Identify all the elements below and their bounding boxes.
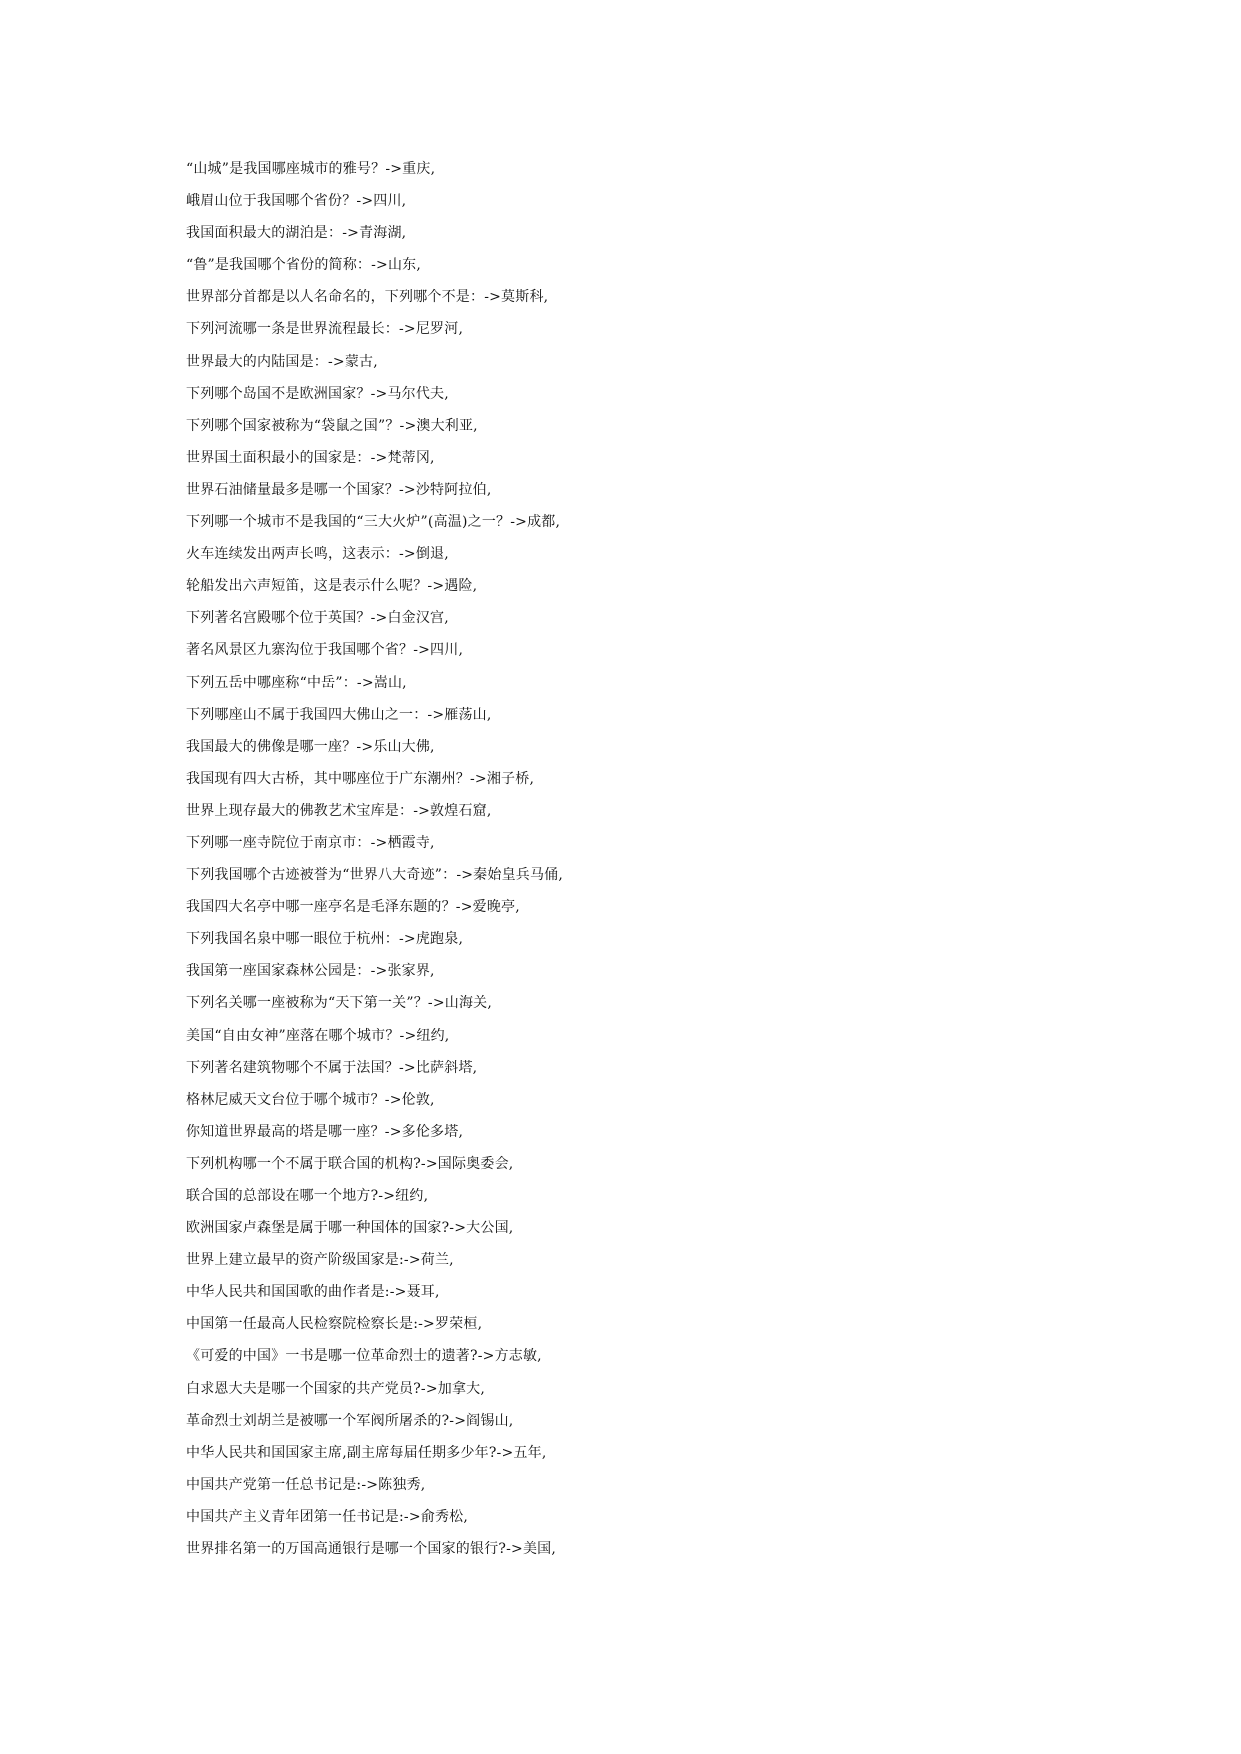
list-item: 峨眉山位于我国哪个省份？->四川, [186,193,407,210]
list-item: 下列哪座山不属于我国四大佛山之一：->雁荡山, [186,706,492,723]
list-item: 轮船发出六声短笛，这是表示什么呢？->遇险, [186,578,478,595]
list-item: 中国共产主义青年团第一任书记是:->俞秀松, [186,1508,469,1525]
list-item: “山城”是我国哪座城市的雅号？->重庆, [186,161,436,177]
list-item: 革命烈士刘胡兰是被哪一个军阀所屠杀的?->阎锡山, [186,1412,514,1429]
list-item: 世界石油储量最多是哪一个国家？->沙特阿拉伯, [186,481,492,498]
list-item: 欧洲国家卢森堡是属于哪一种国体的国家?->大公国, [186,1220,514,1237]
list-item: 中华人民共和国国家主席,副主席每届任期多少年?->五年, [186,1444,547,1461]
list-item: 下列哪个岛国不是欧洲国家？->马尔代夫, [186,385,449,402]
list-item: 下列河流哪一条是世界流程最长：->尼罗河, [186,321,464,338]
list-item: 下列机构哪一个不属于联合国的机构?->国际奥委会, [186,1155,514,1172]
list-item: 我国最大的佛像是哪一座？->乐山大佛, [186,738,435,755]
list-item: 美国“自由女神”座落在哪个城市？->纽约, [186,1027,450,1044]
list-item: 下列我国哪个古迹被誉为“世界八大奇迹”：->秦始皇兵马俑, [186,867,564,884]
list-item: 我国第一座国家森林公园是：->张家界, [186,963,435,980]
list-item: 你知道世界最高的塔是哪一座？->多伦多塔, [186,1123,464,1140]
list-item: “鲁”是我国哪个省份的简称：->山东, [186,257,422,274]
list-item: 中华人民共和国国歌的曲作者是:->聂耳, [186,1284,440,1301]
list-item: 中国共产党第一任总书记是:->陈独秀, [186,1476,426,1493]
list-item: 世界部分首都是以人名命名的，下列哪个不是：->莫斯科, [186,289,549,306]
list-item: 下列著名宫殿哪个位于英国？->白金汉宫, [186,610,449,627]
list-item: 下列著名建筑物哪个不属于法国？->比萨斜塔, [186,1059,478,1076]
list-item: 下列五岳中哪座称“中岳”：->嵩山, [186,674,407,691]
list-item: 我国面积最大的湖泊是：->青海湖, [186,225,407,242]
list-item: 世界上建立最早的资产阶级国家是:->荷兰, [186,1252,454,1269]
list-item: 我国四大名亭中哪一座亭名是毛泽东题的？->爱晚亭, [186,899,520,916]
list-item: 《可爱的中国》一书是哪一位革命烈士的遗著?->方志敏, [186,1348,542,1365]
list-item: 格林尼威天文台位于哪个城市？->伦敦, [186,1091,435,1108]
list-item: 下列我国名泉中哪一眼位于杭州：->虎跑泉, [186,931,464,948]
qa-list [186,153,1086,1565]
list-item: 火车连续发出两声长鸣，这表示：->倒退, [186,546,449,563]
list-item: 白求恩大夫是哪一个国家的共产党员?->加拿大, [186,1380,486,1397]
list-item: 下列哪个国家被称为“袋鼠之国”？->澳大利亚, [186,417,478,434]
list-item: 著名风景区九寨沟位于我国哪个省？->四川, [186,642,464,659]
list-item: 联合国的总部设在哪一个地方?->纽约, [186,1188,429,1204]
list-item: 下列哪一个城市不是我国的“三大火炉”(高温)之一？->成都, [186,514,561,531]
list-item: 世界上现存最大的佛教艺术宝库是：->敦煌石窟, [186,802,492,819]
list-item: 世界排名第一的万国高通银行是哪一个国家的银行?->美国, [186,1541,557,1558]
list-item: 中国第一任最高人民检察院检察长是:->罗荣桓, [186,1316,483,1333]
list-item: 下列名关哪一座被称为“天下第一关”？->山海关, [186,995,493,1012]
list-item: 下列哪一座寺院位于南京市：->栖霞寺, [186,834,435,851]
list-item: 世界最大的内陆国是：->蒙古, [186,353,378,370]
list-item: 我国现有四大古桥，其中哪座位于广东潮州？->湘子桥, [186,770,535,787]
list-item: 世界国土面积最小的国家是：->梵蒂冈, [186,449,435,466]
